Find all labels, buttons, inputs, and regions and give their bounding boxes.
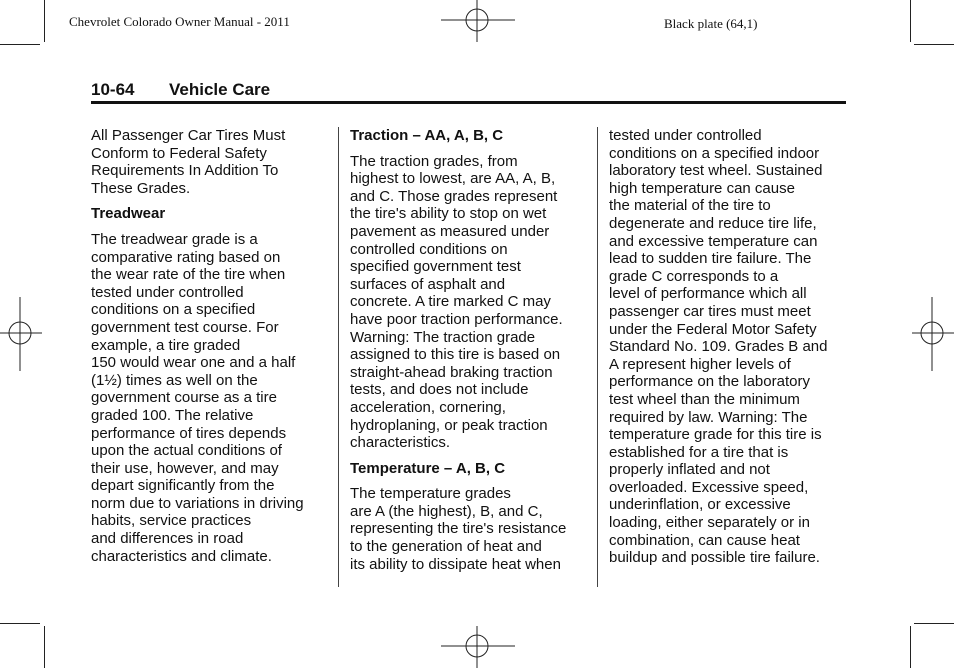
plate-label: Black plate (64,1) — [664, 16, 758, 31]
page-heading — [91, 80, 270, 100]
crop-mark-tl-vertical — [44, 0, 45, 42]
manual-title: Chevrolet Colorado Owner Manual - 2011 — [69, 14, 290, 29]
temperature-paragraph: The temperature grades are A (the highest), B, and C, representing the tire's resistance to the generation of heat and its ability to dissipate heat when — [350, 485, 567, 573]
crop-mark-tr-horizontal — [914, 44, 954, 45]
column-divider-2 — [597, 127, 598, 587]
traction-paragraph: The traction grades, from highest to lowest, are AA, A, B, and C. Those grades represent the tire's ability to stop on wet pavement as measured under controlled conditions on specified government test surfaces of asphalt and concrete. A tire marked C may have poor traction performance. Warning: The traction grade assigned to this tire is based on straight-ahead braking traction tests, and does not include acceleration, cornering, hydroplaning, or peak traction characteristics. — [350, 152, 563, 452]
column-3 — [609, 127, 849, 575]
intro-paragraph: All Passenger Car Tires Must Conform to Federal Safety Requirements In Addition To These Grades. — [91, 127, 286, 197]
registration-mark-right-icon — [912, 297, 954, 371]
heading-rule — [91, 101, 846, 104]
registration-mark-left-icon — [0, 297, 42, 371]
registration-mark-top-icon — [441, 0, 515, 42]
column-divider-1 — [338, 127, 339, 587]
page-number: 10-64 — [91, 80, 135, 99]
temperature-heading: Temperature – A, B, C — [350, 459, 506, 477]
registration-mark-bottom-icon — [441, 626, 515, 668]
crop-mark-tl-horizontal — [0, 44, 40, 45]
temperature-continued-paragraph: tested under controlled conditions on a specified indoor laboratory test wheel. Sustained high temperature can cause the material of the tire to degenerate and reduce tire life, and excessive temperature can lead to sudden tire failure. The grade C corresponds to a level of performance which all passenger car tires must meet under the Federal Motor Safety Standard No. 109. Grades B and A represent higher levels of performance on the laboratory test wheel than the minimum required by law. Warning: The temperature grade for this tire is established for a tire that is properly inflated and not overloaded. Excessive speed, underinflation, or excessive loading, either separately or in combination, can cause heat buildup and possible tire failure. — [609, 127, 828, 567]
crop-mark-br-horizontal — [914, 623, 954, 624]
crop-mark-br-vertical — [910, 626, 911, 668]
crop-mark-bl-vertical — [44, 626, 45, 668]
section-title: Vehicle Care — [169, 80, 271, 99]
treadwear-heading: Treadwear — [91, 205, 166, 223]
treadwear-paragraph: The treadwear grade is a comparative rating based on the wear rate of the tire when tested under controlled conditions on a specified government test course. For example, a tire graded 150 would wear one and a half (1½) times as well on the government course as a tire graded 100. The relative performance of tires depends upon the actual conditions of their use, however, and may depart significantly from the norm due to variations in driving habits, service practices and differences in road characteristics and climate. — [91, 230, 304, 565]
crop-mark-bl-horizontal — [0, 623, 40, 624]
column-1 — [91, 127, 331, 573]
crop-mark-tr-vertical — [910, 0, 911, 42]
traction-heading: Traction – AA, A, B, C — [350, 127, 504, 144]
column-2 — [350, 127, 590, 581]
